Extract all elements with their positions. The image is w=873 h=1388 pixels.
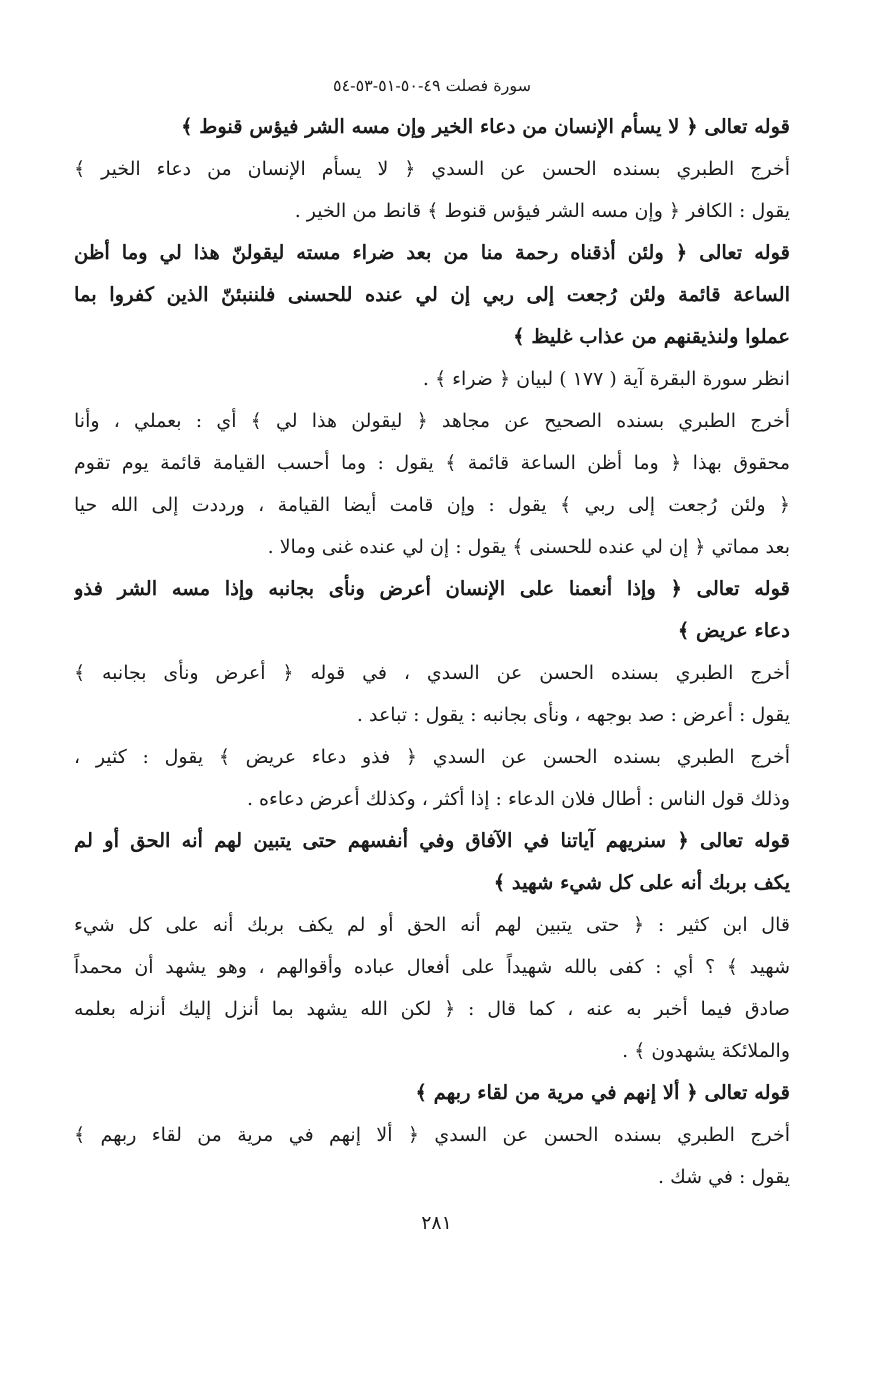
commentary-line: بعد مماتي ﴿ إن لي عنده للحسنى ﴾ يقول : إن لي عنده غنى ومالا . (267, 536, 790, 558)
verse-heading-line: قوله تعالى ﴿ ولئن أذقناه رحمة منا من بعد ضراء مسته ليقولنّ هذا لي وما أظن (74, 241, 790, 264)
commentary-line: والملائكة يشهدون ﴾ . (622, 1040, 790, 1062)
commentary-line: أخرج الطبري بسنده الصحيح عن مجاهد ﴿ ليقولن هذا لي ﴾ أي : بعملي ، وأنا (74, 410, 790, 432)
commentary-line: أخرج الطبري بسنده الحسن عن السدي ﴿ ألا إنهم في مرية من لقاء ربهم ﴾ (74, 1124, 790, 1146)
commentary-line: ﴿ ولئن رُجعت إلى ربي ﴾ يقول : وإن قامت أيضا القيامة ، ورددت إلى الله حيا (74, 494, 790, 516)
verse-heading-line: قوله تعالى ﴿ ألا إنهم في مرية من لقاء ربهم ﴾ (415, 1081, 790, 1104)
commentary-line: صادق فيما أخبر به عنه ، كما قال : ﴿ لكن الله يشهد بما أنزل إليك أنزله بعلمه (74, 998, 790, 1020)
page-body (74, 66, 790, 1366)
verse-heading-line: يكف بربك أنه على كل شيء شهيد ﴾ (493, 871, 790, 894)
commentary-line: أخرج الطبري بسنده الحسن عن السدي ﴿ لا يسأم الإنسان من دعاء الخير ﴾ (74, 158, 790, 180)
text-body (74, 106, 790, 1198)
commentary-line: يقول : الكافر ﴿ وإن مسه الشر فيؤس قنوط ﴾ قانط من الخير . (294, 200, 790, 222)
commentary-line: قال ابن كثير : ﴿ حتى يتبين لهم أنه الحق أو لم يكف بربك أنه على كل شيء (74, 914, 790, 936)
verse-heading-line: عملوا ولنذيقنهم من عذاب غليظ ﴾ (513, 325, 790, 348)
commentary-line: أخرج الطبري بسنده الحسن عن السدي ﴿ فذو دعاء عريض ﴾ يقول : كثير ، (74, 746, 790, 768)
page-number: ٢٨١ (421, 1212, 452, 1234)
commentary-line: وذلك قول الناس : أطال فلان الدعاء : إذا أكثر ، وكذلك أعرض دعاءه . (246, 788, 790, 810)
commentary-line: يقول : أعرض : صد بوجهه ، ونأى بجانبه : يقول : تباعد . (356, 704, 790, 726)
commentary-line: شهيد ﴾ ؟ أي : كفى بالله شهيداً على أفعال عباده وأقوالهم ، وهو يشهد أن محمداً (74, 956, 790, 978)
verse-heading-line: قوله تعالى ﴿ لا يسأم الإنسان من دعاء الخير وإن مسه الشر فيؤس قنوط ﴾ (181, 115, 790, 138)
verse-heading-line: الساعة قائمة ولئن رُجعت إلى ربي إن لي عنده للحسنى فلننبئنّ الذين كفروا بما (74, 283, 790, 306)
commentary-line: محقوق بهذا ﴿ وما أظن الساعة قائمة ﴾ يقول : وما أحسب القيامة قائمة يوم تقوم (74, 452, 790, 474)
verse-heading-line: قوله تعالى ﴿ وإذا أنعمنا على الإنسان أعرض ونأى بجانبه وإذا مسه الشر فذو (74, 577, 790, 600)
commentary-line: يقول : في شك . (658, 1166, 790, 1188)
verse-heading-line: دعاء عريض ﴾ (677, 619, 790, 642)
commentary-line: أخرج الطبري بسنده الحسن عن السدي ، في قوله ﴿ أعرض ونأى بجانبه ﴾ (74, 662, 790, 684)
verse-heading-line: قوله تعالى ﴿ سنريهم آياتنا في الآفاق وفي أنفسهم حتى يتبين لهم أنه الحق أو لم (74, 829, 790, 852)
commentary-line: انظر سورة البقرة آية ( ١٧٧ ) لبيان ﴿ ضراء ﴾ . (422, 368, 790, 390)
page-header: سورة فصلت ٤٩-٥٠-٥١-٥٣-٥٤ (332, 76, 532, 95)
